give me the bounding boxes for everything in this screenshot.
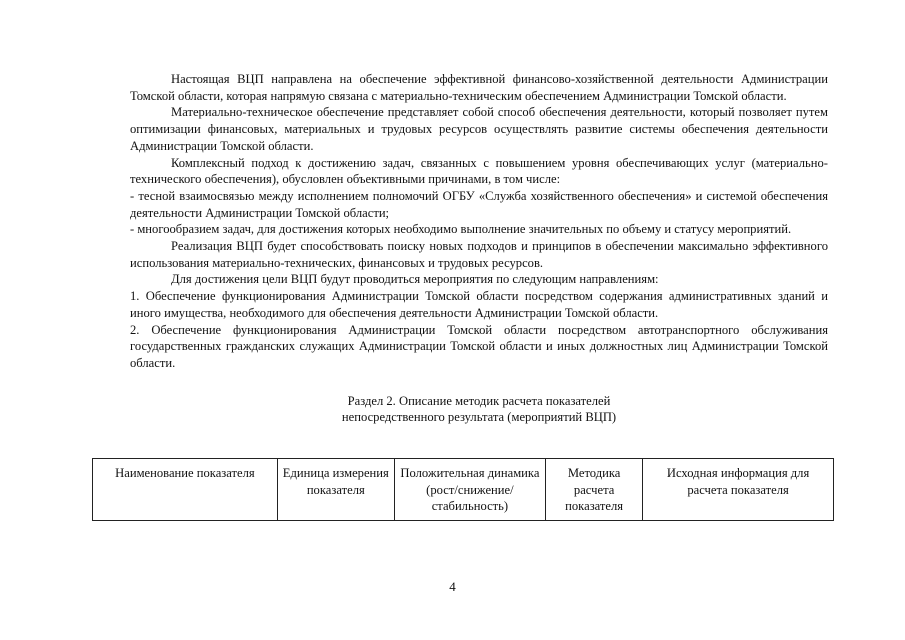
header-positive-dynamics: Положительная динамика (рост/снижение/ стабильность): [394, 459, 545, 521]
header-calculation-method: Методика расчета показателя: [546, 459, 643, 521]
header-unit: Единица измерения показателя: [277, 459, 394, 521]
paragraph-1: Настоящая ВЦП направлена на обеспечение эффективной финансово-хозяйственной деятельности Администрации Томской области, которая напрямую связана с материально-техническим обеспечением Администрации Томской области.: [130, 72, 828, 103]
table-header-row: [93, 459, 834, 521]
header-source-info: Исходная информация для расчета показателя: [643, 459, 834, 521]
paragraph-4: Реализация ВЦП будет способствовать поиску новых подходов и принципов в обеспечении максимально эффективного использования материально-технических, финансовых и трудовых ресурсов.: [130, 239, 828, 270]
paragraph-3: Комплексный подход к достижению задач, связанных с повышением уровня обеспечивающих услуг (материально-технического обеспечения), обусловлен объективными причинами, в том числе:: [130, 155, 828, 187]
paragraph-list-item-2: - многообразием задач, для достижения которых необходимо выполнение значительных по объему и статусу мероприятий.: [130, 222, 792, 237]
header-indicator-name: Наименование показателя: [93, 459, 278, 521]
metrics-table: [92, 458, 834, 521]
paragraph-list-item-1: - тесной взаимосвязью между исполнением полномочий ОГБУ «Служба хозяйственного обеспечения» и системой обеспечения деятельности Администрации Томской области;: [130, 188, 828, 220]
section-title-line-1: Раздел 2. Описание методик расчета показателей: [347, 393, 611, 408]
section-title-line-2: непосредственного результата (мероприятий ВЦП): [341, 409, 617, 424]
direction-item-1: 1. Обеспечение функционирования Администрации Томской области посредством содержания административных зданий и иного имущества, необходимого для обеспечения деятельности Администрации Томской области.: [130, 289, 828, 320]
paragraph-2: Материально-техническое обеспечение представляет собой способ обеспечения деятельности, который позволяет путем оптимизации финансовых, материальных и трудовых ресурсов осуществлять развитие системы обеспечения деятельности Администрации Томской области.: [130, 105, 828, 153]
document-body: [130, 71, 828, 425]
direction-item-2: 2. Обеспечение функционирования Администрации Томской области посредством автотранспортного обслуживания государственных гражданских служащих Администрации Томской области и иных должностных лиц Администрации Томской области.: [130, 322, 828, 370]
page-number: 4: [449, 579, 456, 594]
section-title: [130, 393, 828, 425]
paragraph-5: Для достижения цели ВЦП будут проводиться мероприятия по следующим направлениям:: [171, 272, 659, 287]
